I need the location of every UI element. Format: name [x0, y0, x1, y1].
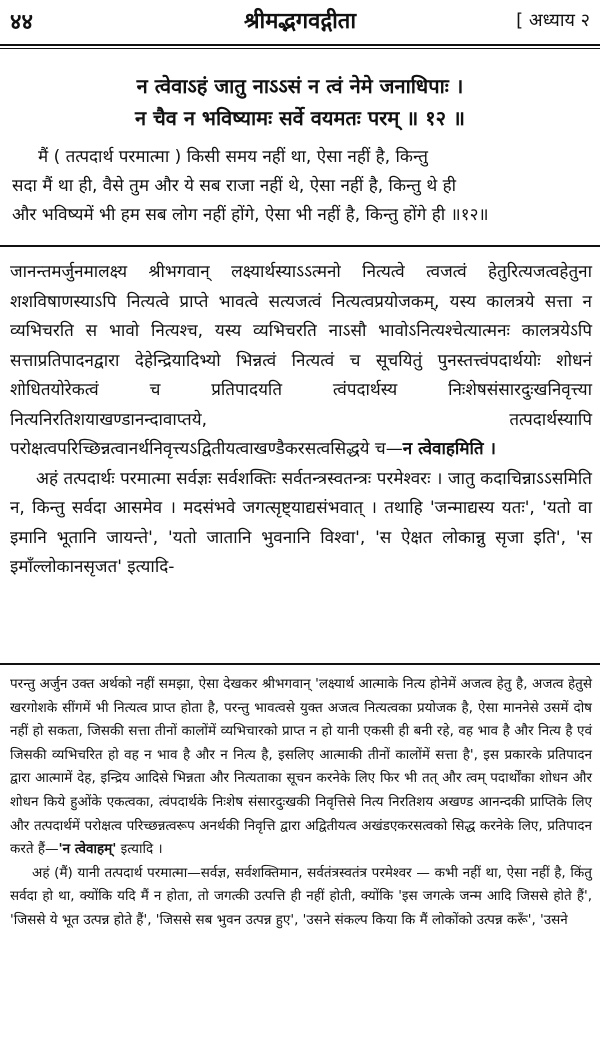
commentary-paragraph-1 [10, 258, 592, 465]
page-number: ४४ [10, 10, 33, 35]
header-rule-thin [0, 48, 600, 49]
translation-line-3: और भविष्यमें भी हम सब लोग नहीं होंगे, ऐसा भी नहीं है, किन्तु होंगे ही ॥१२॥ [12, 205, 489, 225]
sanskrit-commentary [10, 258, 592, 583]
verse-line-1: न त्वेवाऽहं जातु नाऽऽसं न त्वं नेमे जनाधिपाः । [136, 74, 464, 98]
commentary-text: जानन्तमर्जुनमालक्ष्य श्रीभगवान् लक्ष्यार्थस्याऽऽत्मनो नित्यत्वे त्वजत्वं हेतुरित्यजत्वहेतुना शशविषाणस्याऽपि नित्यत्वे प्राप्ते भावत्वे सत्यजत्वं नित्यत्वप्रयोजकम्, यस्य कालत्रये सत्ता न व्यभिचरति स भावो नित्यश्च, यस्य व्यभिचरति नाऽसौ भावोऽनित्यश्चेत्यात्मनः कालत्रयेऽपि सत्ताप्रतिपादनद्वारा देहेन्द्रियादिभ्यो भिन्नत्वं नित्यत्वं च सूचयितुं पुनस्तत्त्वंपदार्थयोः शोधनं शोधितयोरेकत्वं च प्रतिपादयति त्वंपदार्थस्य निःशेषसंसारदुःखनिवृत्त्या नित्यनिरतिशयाखण्डानन्दावाप्तये, तत्पदार्थस्यापि परोक्षत्वपरिच्छिन्नत्वानर्थनिवृत्त्यऽद्वितीयत्वाखण्डैकरसत्वसिद्धये च— [10, 262, 592, 459]
translation-line-1: मैं ( तत्पदार्थ परमात्मा ) किसी समय नहीं था, ऐसा नहीं है, किन्तु [38, 147, 428, 167]
hindi-text-tail: इत्यादि । [116, 841, 163, 858]
section-divider [0, 245, 600, 247]
hindi-paragraph-2: अहं (मैं) यानी तत्पदार्थ परमात्मा—सर्वज्ञ, सर्वशक्तिमान, सर्वतंत्रस्वतंत्र परमेश्वर — कभी नहीं था, ऐसा नहीं है, किंतु सर्वदा हो था, क्योंकि यदि मैं न होता, तो जगत्की उत्पत्ति ही नहीं होती, क्योंकि 'इस जगत्के जन्म आदि जिससे होते हैं', 'जिससे ये भूत उत्पन्न होते हैं', 'जिससे सब भुवन उत्पन्न हुए', 'उसने संकल्प किया कि मैं लोकोंको उत्पन्न करूँ', 'उसने [10, 864, 592, 928]
hindi-commentary [10, 673, 592, 933]
section-divider [0, 663, 600, 665]
commentary-paragraph-2: अहं तत्पदार्थः परमात्मा सर्वज्ञः सर्वशक्तिः सर्वतन्त्रस्वतन्त्रः परमेश्वरः । जातु कदाचिन्नाऽऽसमिति न, किन्तु सर्वदा आसमेव । मदसंभवे जगत्सृष्ट्याद्यसंभवात् । तथाहि 'जन्माद्यस्य यतः', 'यतो वा इमानि भूतानि जायन्ते', 'यतो जातानि भुवनानि विश्वा', 'स ऐक्षत लोकान्नु सृजा इति', 'स इमाँल्लोकानसृजत' इत्यादि- [10, 468, 592, 577]
hindi-text: परन्तु अर्जुन उक्त अर्थको नहीं समझा, ऐसा देखकर श्रीभगवान् 'लक्ष्यार्थ आत्माके नित्य होनेमें अजत्व हेतु है, अजत्व हेतुसे खरगोशके सींगमें भी नित्यत्व प्राप्त होता है, परन्तु भावत्वसे युक्त अजत्व नित्यत्वका प्रयोजक है, ऐसा माननेसे उसमें दोष नहीं हो सकता, जिसकी सत्ता तीनों कालोंमें व्यभिचारको प्राप्त न हो यानी एकसी ही बनी रहे, वह भाव है और नित्य है एवं जिसकी व्यभिचरित हो वह न भाव है और न नित्य है, इसलिए आत्माकी तीनों कालोंमें सत्ता है', इस प्रकारके प्रतिपादन द्वारा आत्मामें देह, इन्द्रिय आदिसे भिन्नता और नित्यताका सूचन करनेके लिए फिर भी तत् और त्वम् पदार्थोंका शोधन और शोधन किये हुओंके एकत्वका, त्वंपदार्थके निःशेष संसारदुःखकी निवृत्तिसे नित्य निरतिशय अखण्ड आनन्दकी प्राप्तिके लिए और तत्पदार्थमें परोक्षत्व परिच्छन्नत्वरूप अनर्थकी निवृत्ति द्वारा अद्वितीयत्व अखंडएकरसत्वको सिद्ध करनेके लिए, प्रतिपादन करते हैं— [10, 676, 592, 858]
verse-quote: 'न त्वेवाहम्' [58, 841, 117, 858]
chapter-label: [ अध्याय २ [516, 10, 590, 31]
verse-line-2: न चैव न भविष्यामः सर्वे वयमतः परम् ॥ १२ ॥ [135, 106, 465, 130]
translation-line-2: सदा मैं था ही, वैसे तुम और ये सब राजा नहीं थे, ऐसा नहीं है, किन्तु थे ही [12, 176, 457, 196]
hindi-paragraph-1 [10, 673, 592, 862]
page-header [0, 0, 600, 44]
verse-reference: न त्वेवाहमिति । [402, 439, 496, 459]
book-title: श्रीमद्भगवद्गीता [243, 9, 357, 34]
header-rule [0, 44, 600, 46]
verse-block [0, 70, 600, 134]
verse-translation [12, 143, 590, 230]
